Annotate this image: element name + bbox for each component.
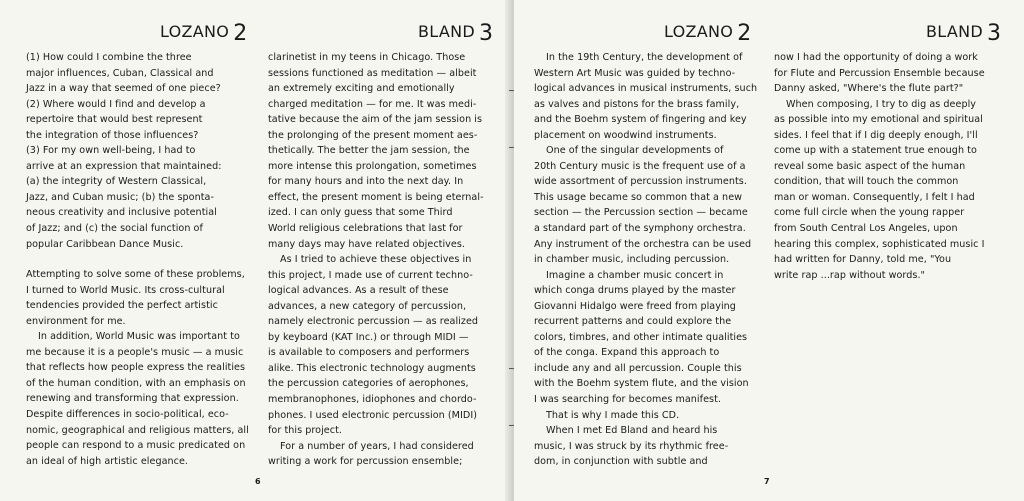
text-line: reveal some basic aspect of the human <box>774 160 966 172</box>
text-line: more intense this prolongation, sometimes <box>268 160 477 172</box>
text-line: as valves and pistons for the brass family, <box>534 98 740 110</box>
text-line: alike. This electronic technology augments <box>268 362 476 374</box>
bland-column-right <box>774 50 1006 283</box>
text-line: Jazz, and Cuban music; (b) the sponta- <box>26 191 214 203</box>
text-line: repertoire that would best represent <box>26 114 203 126</box>
text-line: as possible into my emotional and spiritual <box>774 114 983 126</box>
header-name: LOZANO <box>160 22 230 41</box>
text-line: many days may have related objectives. <box>268 238 466 250</box>
text-line: and the Boehm system of fingering and key <box>534 114 747 126</box>
text-line: this project, I made use of current techno- <box>268 269 473 281</box>
header-number: 3 <box>987 21 1002 46</box>
left-page <box>0 0 510 501</box>
text-line: (3) For my own well-being, I had to <box>26 145 196 157</box>
header-number: 2 <box>233 21 248 46</box>
lozano-questions <box>26 50 256 252</box>
text-line: condition, that will touch the common <box>774 176 959 188</box>
text-line: sides. I feel that if I dig deeply enough, I'll <box>774 129 978 141</box>
text-line: Attempting to solve some of these problems, <box>26 269 245 281</box>
text-line: renewing and transforming that expression. <box>26 393 239 405</box>
header-lozano-right <box>664 18 752 46</box>
text-line: hearing this complex, sophisticated music I <box>774 238 985 250</box>
text-line: ized. I can only guess that some Third <box>268 207 453 219</box>
header-number: 2 <box>737 21 752 46</box>
text-line: music, I was struck by its rhythmic free- <box>534 440 729 452</box>
bland-text <box>268 50 498 470</box>
text-line: people can respond to a music predicated on <box>26 440 246 452</box>
text-line: Despite differences in socio-political, eco- <box>26 409 229 421</box>
text-line: colors, timbres, and other intimate qualities <box>534 331 748 343</box>
text-line: an extremely exciting and emotionally <box>268 83 455 95</box>
text-line: Giovanni Hidalgo were freed from playing <box>534 300 736 312</box>
lozano-column-right <box>534 50 772 470</box>
text-line: sessions functioned as meditation — albeit <box>268 67 477 79</box>
header-name: LOZANO <box>664 22 734 41</box>
bland-text <box>774 50 1006 283</box>
text-line: the prolonging of the present moment aes- <box>268 129 478 141</box>
text-line: placement on woodwind instruments. <box>534 129 717 141</box>
text-line: That is why I made this CD. <box>546 409 680 421</box>
text-line: major influences, Cuban, Classical and <box>26 67 214 79</box>
text-line: nomic, geographical and religious matters, all <box>26 424 249 436</box>
text-line: popular Caribbean Dance Music. <box>26 238 184 250</box>
text-line: recurrent patterns and could explore the <box>534 316 732 328</box>
text-line: Imagine a chamber music concert in <box>546 269 724 281</box>
text-line: neous creativity and inclusive potential <box>26 207 217 219</box>
text-line: me because it is a people's music — a music <box>26 346 244 358</box>
text-line: writing a work for percussion ensemble; <box>268 456 463 468</box>
text-line: Jazz in a way that seemed of one piece? <box>26 83 221 95</box>
text-line: environment for me. <box>26 315 126 327</box>
text-line: from South Central Los Angeles, upon <box>774 223 958 235</box>
text-line: For a number of years, I had considered <box>280 440 474 452</box>
text-line: had written for Danny, told me, "You <box>774 254 952 266</box>
text-line: As I tried to achieve these objectives in <box>280 254 472 266</box>
text-line: (2) Where would I find and develop a <box>26 98 206 110</box>
text-line: This usage became so common that a new <box>534 191 743 203</box>
text-line: is available to composers and performers <box>268 347 470 359</box>
lozano-world-music <box>26 267 256 469</box>
header-name: BLAND <box>418 22 475 41</box>
text-line: thetically. The better the jam session, the <box>268 145 470 157</box>
text-line: an ideal of high artistic elegance. <box>26 455 189 467</box>
text-line: which conga drums played by the master <box>534 285 736 297</box>
text-line: 20th Century music is the frequent use of a <box>534 160 746 172</box>
text-line: a standard part of the symphony orchestra. <box>534 223 746 235</box>
text-line: for this project. <box>268 425 342 437</box>
text-line: membranophones, idiophones and chordo- <box>268 394 477 406</box>
text-line: come up with a statement true enough to <box>774 145 977 157</box>
text-line: phones. I used electronic percussion (MIDI) <box>268 409 478 421</box>
text-line: When I met Ed Bland and heard his <box>546 425 718 437</box>
text-line: come full circle when the young rapper <box>774 207 965 219</box>
text-line: Western Art Music was guided by techno- <box>534 67 736 79</box>
text-line: Danny asked, "Where's the flute part?" <box>774 83 964 95</box>
text-line: dom, in conjunction with subtle and <box>534 456 708 468</box>
text-line: now I had the opportunity of doing a work <box>774 52 978 63</box>
text-line: tendencies provided the perfect artistic <box>26 300 218 312</box>
text-line: I turned to World Music. Its cross-cultural <box>26 284 225 296</box>
text-line: Any instrument of the orchestra can be used <box>534 238 752 250</box>
header-bland-left <box>418 18 494 46</box>
text-line: (1) How could I combine the three <box>26 52 192 63</box>
lozano-text <box>534 50 772 470</box>
page-number: 7 <box>764 477 770 486</box>
right-page <box>514 0 1024 501</box>
text-line: charged meditation — for me. It was medi- <box>268 98 477 110</box>
text-line: One of the singular developments of <box>546 145 724 157</box>
text-line: with the Boehm system flute, and the vision <box>534 378 749 390</box>
text-line: (a) the integrity of Western Classical, <box>26 176 207 188</box>
text-line: logical advances. As a result of these <box>268 285 449 297</box>
text-line: clarinetist in my teens in Chicago. Those <box>268 52 466 63</box>
text-line: logical advances in musical instruments, such <box>534 83 758 95</box>
text-line: When composing, I try to dig as deeply <box>786 98 977 110</box>
text-line: wide assortment of percussion instruments. <box>534 176 747 188</box>
text-line: for Flute and Percussion Ensemble because <box>774 67 985 79</box>
text-line: In addition, World Music was important to <box>38 331 240 343</box>
header-number: 3 <box>479 21 494 46</box>
text-line: tative because the aim of the jam session is <box>268 114 483 126</box>
text-line: effect, the present moment is being eternal- <box>268 191 484 203</box>
text-line: the percussion categories of aerophones, <box>268 378 469 390</box>
text-line: arrive at an expression that maintained: <box>26 160 222 172</box>
text-line: write rap ...rap without words." <box>774 269 926 281</box>
text-line: advances, a new category of percussion, <box>268 300 467 312</box>
text-line: the integration of those influences? <box>26 129 199 141</box>
text-line: of the human condition, with an emphasis on <box>26 377 246 389</box>
text-line: I was searching for becomes manifest. <box>534 394 721 406</box>
text-line: section — the Percussion section — became <box>534 207 748 219</box>
header-name: BLAND <box>926 22 983 41</box>
bland-column-left <box>268 50 498 470</box>
text-line: by keyboard (KAT Inc.) or through MIDI — <box>268 331 469 343</box>
text-line: in chamber music, including percussion. <box>534 254 730 266</box>
text-line: of the conga. Expand this approach to <box>534 347 720 359</box>
text-line: namely electronic percussion — as realized <box>268 316 479 328</box>
text-line: for many hours and into the next day. In <box>268 176 464 188</box>
lozano-column-left <box>26 50 256 469</box>
text-line: man or woman. Consequently, I felt I had <box>774 191 975 203</box>
header-lozano-left <box>160 18 248 46</box>
text-line: World religious celebrations that last for <box>268 223 463 235</box>
text-line: include any and all percussion. Couple this <box>534 362 742 374</box>
text-line: that reflects how people express the realities <box>26 362 246 374</box>
text-line: In the 19th Century, the development of <box>546 52 743 63</box>
page-number: 6 <box>255 477 261 486</box>
text-line: of Jazz; and (c) the social function of <box>26 223 203 235</box>
header-bland-right <box>926 18 1002 46</box>
